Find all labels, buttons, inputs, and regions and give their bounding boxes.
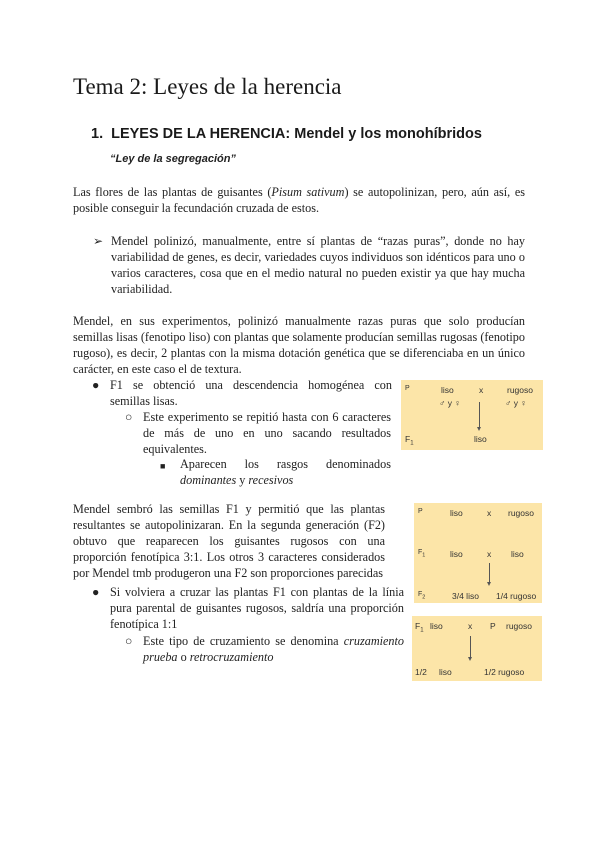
paragraph-intro: [73, 184, 525, 216]
bullet-item-level1: [92, 584, 404, 632]
arrow-bullet-icon: ➢: [93, 234, 104, 248]
cross-diagram-p-f1-f2: [414, 503, 542, 603]
subscript: 2: [422, 594, 426, 601]
para-text: ) se autopolinizan, pero, aún así, es posible conseguir la fecundación cruzada de estos.: [73, 185, 525, 215]
label: F: [418, 549, 423, 556]
bullet-dot-icon: ●: [92, 585, 100, 599]
generation-f1: [405, 434, 414, 447]
f1-liso-right: liso: [511, 549, 524, 559]
bullet-item-level3: [160, 456, 391, 488]
section-heading: [91, 126, 482, 142]
result-liso: liso: [474, 434, 487, 444]
term-cruzamiento-prueba: cruzamiento prueba: [143, 634, 404, 664]
cross-symbol: x: [487, 549, 492, 559]
parent-liso: liso: [441, 385, 454, 395]
generation-f2: [418, 591, 425, 600]
cross-symbol: x: [479, 385, 484, 395]
bullet-circle-icon: ○: [125, 634, 133, 648]
cross-symbol: x: [468, 621, 473, 631]
bullet-item-level1: [92, 377, 392, 409]
text: y: [236, 473, 249, 487]
f2-liso-ratio: 3/4 liso: [452, 591, 479, 601]
ratio-left: 1/2: [415, 667, 427, 677]
arrow-down-icon: [468, 657, 472, 661]
label: F: [405, 434, 411, 444]
paragraph-experiments: Mendel, en sus experimentos, polinizó manualmente razas puras que solo producían semillas lisas (fenotipo liso) con plantas que solamente producían semillas rugosas (fenotipo rugoso), es decir, 2 plantas con la misma dotación genética que se diferenciaba en un único carácter, en este caso el de textura.: [73, 314, 525, 376]
f1-liso-left: liso: [450, 549, 463, 559]
generation-f1: [415, 621, 424, 634]
generation-p: P: [405, 385, 410, 392]
section-number: 1.: [91, 126, 104, 142]
bullet-text: Si volviera a cruzar las plantas F1 con plantas de la línia pura parental de guisantes rugosos, saldría una proporción fenotípica 1:1: [110, 585, 404, 631]
f2-rugoso-ratio: 1/4 rugoso: [496, 591, 537, 601]
arrow-list-item: [93, 233, 525, 297]
bullet-circle-icon: ○: [125, 410, 133, 424]
bullet-square-icon: ■: [160, 461, 166, 471]
cross-symbol: x: [487, 508, 492, 518]
f1-liso: liso: [430, 621, 443, 631]
cross-diagram-testcross: [412, 616, 542, 681]
parent-rugoso: rugoso: [506, 621, 532, 631]
arrow-line: [479, 402, 480, 428]
cross-diagram-p-f1: [401, 380, 543, 450]
result-rugoso: 1/2 rugoso: [484, 667, 525, 677]
parent-liso: liso: [450, 508, 463, 518]
label: F: [415, 621, 421, 631]
arrow-down-icon: [477, 427, 481, 431]
bullet-text: [125, 633, 404, 665]
arrow-line: [489, 563, 490, 583]
page-title: Tema 2: Leyes de la herencia: [73, 74, 342, 99]
result-liso: liso: [439, 667, 452, 677]
term-recesivos: recesivos: [248, 473, 294, 487]
bullet-item-level2: [125, 409, 391, 457]
subscript: 1: [420, 627, 424, 634]
label: F: [418, 591, 423, 598]
paragraph-f2: Mendel sembró las semillas F1 y permitió que las plantas resultantes se autopolinizaran. En la segunda generación (F2) obtuvo que reaparecen los guisantes rugosos con una proporción fenotípica 3:1. Los otros 3 caracteres considerados por Mendel tmb produgeron una F2 son proporciones parecidas: [73, 502, 385, 580]
arrow-item-text: Mendel polinizó, manualmente, entre sí plantas de “razas puras”, donde no hay variabilidad de genes, es decir, variedades cuyos individuos son idénticos para uno o varios caracteres, cosa que en el medio natural no pueden existir ya que hay mucha variabilidad.: [111, 234, 525, 296]
text: Aparecen los rasgos denominados: [180, 457, 391, 471]
section-heading-text: LEYES DE LA HERENCIA: Mendel y los monohíbridos: [111, 126, 482, 142]
bullet-text: [160, 456, 391, 488]
species-name: Pisum sativum: [271, 185, 345, 199]
bullet-text: Este experimento se repitió hasta con 6 caracteres de más de uno en uno sacando resultados equivalentes.: [143, 410, 391, 456]
subscript: 1: [422, 552, 426, 559]
term-dominantes: dominantes: [180, 473, 237, 487]
sexes-right: ♂ y ♀: [505, 398, 527, 408]
arrow-down-icon: [487, 582, 491, 586]
parent-rugoso: rugoso: [508, 508, 534, 518]
bullet-text: F1 se obtenció una descendencia homogénea con semillas lisas.: [110, 378, 392, 408]
para-text: Las flores de las plantas de guisantes (: [73, 185, 272, 199]
arrow-line: [470, 636, 471, 658]
section-subtitle: “Ley de la segregación”: [110, 153, 236, 165]
text: o: [177, 650, 190, 664]
subscript: 1: [410, 440, 414, 447]
generation-p: P: [490, 621, 496, 631]
generation-f1: [418, 549, 425, 558]
bullet-dot-icon: ●: [92, 378, 100, 392]
sexes-left: ♂ y ♀: [439, 398, 461, 408]
term-retrocruzamiento: retrocruzamiento: [189, 650, 274, 664]
bullet-item-level2: [125, 633, 404, 665]
parent-rugoso: rugoso: [507, 385, 533, 395]
generation-p: P: [418, 508, 423, 515]
text: Este tipo de cruzamiento se denomina: [143, 634, 344, 648]
